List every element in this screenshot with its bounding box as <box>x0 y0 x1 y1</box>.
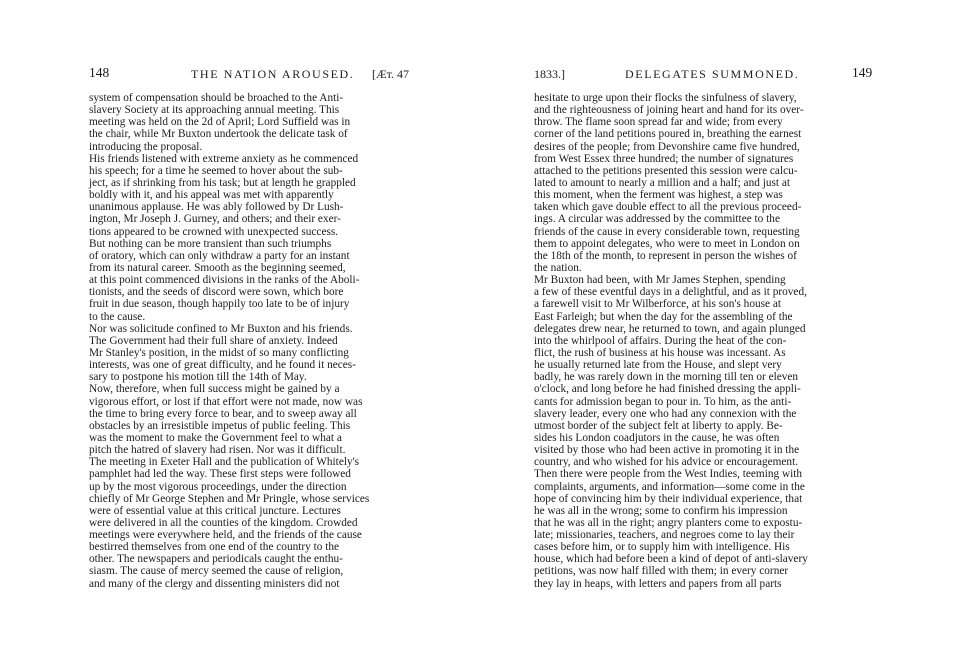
text-line: this moment, when the ferment was highest, a step was <box>534 189 783 202</box>
right-page-header <box>0 66 980 84</box>
page-number: 148 <box>89 65 110 80</box>
right-body-text <box>534 92 874 590</box>
text-line: sary to postpone his motion till the 14th of May. <box>89 371 307 384</box>
text-line: interests, was one of great difficulty, and he found it neces- <box>89 359 356 372</box>
text-line: meeting was held on the 2d of April; Lord Suffield was in <box>89 116 351 129</box>
text-line: house, which had before been a kind of depot of anti-slavery <box>534 553 808 566</box>
text-line: lated to amount to nearly a million and a half; and just at <box>534 176 790 189</box>
text-line: friends of the cause in every considerable town, requesting <box>534 225 800 238</box>
text-line: Then there were people from the West Indies, teeming with <box>534 468 803 481</box>
text-line: introducing the proposal. <box>89 140 203 153</box>
header-annotation: [Æт. 47 <box>372 67 410 81</box>
text-line: badly, he was rarely down in the morning till ten or eleven <box>534 371 799 384</box>
text-line: and the righteousness of joining heart and hand for its over- <box>534 104 804 117</box>
text-line: was the moment to make the Government feel to what a <box>89 431 342 444</box>
text-line: ings. A circular was addressed by the committee to the <box>534 213 780 226</box>
text-line: sides his London coadjutors in the cause, he was often <box>534 431 780 444</box>
text-line: meetings were everywhere held, and the friends of the cause <box>89 529 362 542</box>
text-line: the nation. <box>534 261 582 274</box>
text-line: chiefly of Mr George Stephen and Mr Pringle, whose services <box>89 492 370 505</box>
page-number: 149 <box>852 65 873 80</box>
text-line: petitions, was now half filled with them; in every corner <box>534 565 789 578</box>
text-line: late; missionaries, teachers, and negroes come to lay their <box>534 529 795 542</box>
text-line: from its natural career. Smooth as the beginning seemed, <box>89 261 346 274</box>
text-line: obstacles by an irresistible impetus of public feeling. This <box>89 419 351 432</box>
text-line: he usually returned late from the House, and slept very <box>534 359 782 372</box>
text-line: ington, Mr Joseph J. Gurney, and others; and their exer- <box>89 213 341 226</box>
text-line: the time to bring every force to bear, and to sweep away all <box>89 407 357 420</box>
text-line: The meeting in Exeter Hall and the publication of Whitely's <box>89 456 360 469</box>
text-line: to the cause. <box>89 310 146 323</box>
text-line: his speech; for a time he seemed to hover about the sub- <box>89 164 343 177</box>
text-line: the chair, while Mr Buxton undertook the delicate task of <box>89 128 348 141</box>
text-line: vigorous effort, or lost if that effort were not made, now was <box>89 395 363 408</box>
text-line: taken which gave double effect to all the previous proceed- <box>534 201 802 214</box>
text-line: delegates drew near, he returned to town, and again plunged <box>534 322 806 335</box>
text-line: they lay in heaps, with letters and papers from all parts <box>534 577 782 590</box>
text-line: of oratory, which can only withdraw a party for an instant <box>89 249 350 262</box>
text-line: throw. The flame soon spread far and wide; from every <box>534 116 783 129</box>
text-line: desires of the people; from Devonshire came five hundred, <box>534 140 800 153</box>
text-line: flict, the rush of business at his house was incessant. As <box>534 346 786 359</box>
text-line: But nothing can be more transient than such triumphs <box>89 237 332 250</box>
text-line: at this point commenced divisions in the ranks of the Aboli- <box>89 274 360 287</box>
text-line: complaints, arguments, and information—some come in the <box>534 480 805 493</box>
text-line: he was all in the wrong; some to confirm his impression <box>534 504 788 517</box>
text-line: tions appeared to be crowned with unexpected success. <box>89 225 339 238</box>
text-line: His friends listened with extreme anxiety as he commenced <box>89 152 359 165</box>
text-line: siasm. The cause of mercy seemed the cause of religion, <box>89 565 344 578</box>
text-line: pamphlet had led the way. These first steps were followed <box>89 468 351 481</box>
text-line: tionists, and the seeds of discord were sown, which bore <box>89 286 344 299</box>
text-line: the 18th of the month, to represent in person the wishes of <box>534 249 797 262</box>
text-line: ject, as if shrinking from his task; but at length he grappled <box>89 176 356 189</box>
text-line: boldly with it, and his appeal was met with apparently <box>89 189 334 202</box>
running-title: DELEGATES SUMMONED. <box>625 67 800 81</box>
text-line: slavery leader, every one who had any connexion with the <box>534 407 797 420</box>
text-line: o'clock, and long before he had finished dressing the appli- <box>534 383 801 396</box>
text-line: Now, therefore, when full success might be gained by a <box>89 383 340 396</box>
text-line: attached to the petitions presented this session were calcu- <box>534 164 798 177</box>
text-line: that he was all in the right; angry planters come to expostu- <box>534 516 803 529</box>
text-line: pitch the hatred of slavery had risen. Nor was it difficult. <box>89 444 346 457</box>
header-year: 1833.] <box>534 67 565 81</box>
text-line: hope of convincing him by their individual experience, that <box>534 492 803 505</box>
text-line: visited by those who had been active in promoting it in the <box>534 444 800 457</box>
text-line: unanimous applause. He was ably followed by Dr Lush- <box>89 201 344 214</box>
text-line: a farewell visit to Mr Wilberforce, at his son's house at <box>534 298 782 311</box>
running-title: THE NATION AROUSED. <box>191 67 355 81</box>
text-line: fruit in due season, though happily too late to be of injury <box>89 298 350 311</box>
text-line: were delivered in all the counties of the kingdom. Crowded <box>89 516 358 529</box>
text-line: country, and who wished for his advice or encouragement. <box>534 456 799 469</box>
text-line: hesitate to urge upon their flocks the sinfulness of slavery, <box>534 92 797 104</box>
text-line: utmost border of the subject felt at liberty to apply. Be- <box>534 419 783 432</box>
text-line: Mr Buxton had been, with Mr James Stephen, spending <box>534 274 786 287</box>
text-line: cants for admission began to pour in. To him, as the anti- <box>534 395 792 408</box>
text-line: East Farleigh; but when the day for the assembling of the <box>534 310 793 323</box>
text-line: The Government had their full share of anxiety. Indeed <box>89 334 338 347</box>
text-line: bestirred themselves from one end of the country to the <box>89 541 340 554</box>
text-line: from West Essex three hundred; the number of signatures <box>534 152 794 165</box>
text-line: them to appoint delegates, who were to meet in London on <box>534 237 800 250</box>
text-line: slavery Society at its approaching annual meeting. This <box>89 104 340 117</box>
text-line: system of compensation should be broached to the Anti- <box>89 92 344 104</box>
text-line: up by the most vigorous proceedings, under the direction <box>89 480 347 493</box>
text-line: into the whirlpool of affairs. During the heat of the con- <box>534 334 787 347</box>
text-line: corner of the land petitions poured in, breathing the earnest <box>534 128 802 141</box>
text-line: a few of these eventful days in a delightful, and as it proved, <box>534 286 807 299</box>
text-line: Nor was solicitude confined to Mr Buxton and his friends. <box>89 322 353 335</box>
text-line: were of essential value at this critical juncture. Lectures <box>89 504 341 517</box>
text-line: other. The newspapers and periodicals caught the enthu- <box>89 553 343 566</box>
text-line: and many of the clergy and dissenting ministers did not <box>89 577 340 590</box>
text-line: cases before him, or to supply him with intelligence. His <box>534 541 790 554</box>
text-line: Mr Stanley's position, in the midst of so many conflicting <box>89 346 349 359</box>
